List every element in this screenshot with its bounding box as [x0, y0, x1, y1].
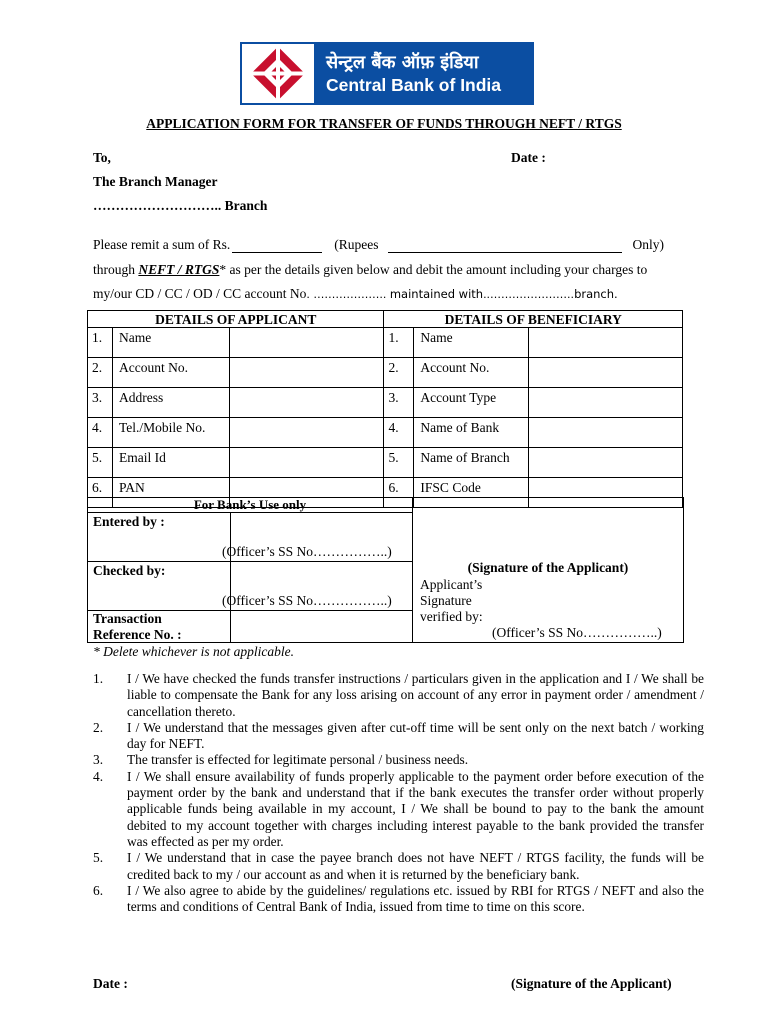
- only-label: Only): [632, 237, 664, 252]
- list-item: 3. The transfer is effected for legitimate personal / business needs.: [93, 752, 469, 768]
- beneficiary-bank-label: Name of Bank: [414, 418, 529, 448]
- footer-date-label: Date :: [93, 976, 128, 991]
- remit-sum-label: Please remit a sum of Rs.: [93, 237, 231, 252]
- bank-name-hindi: सेन्ट्रल बैंक ऑफ़ इंडिया: [326, 52, 479, 73]
- applicant-email-field[interactable]: [229, 448, 384, 478]
- list-item: 2. I / We understand that the messages given after cut-off time will be sent only on the next batch / working day for NEFT.: [93, 719, 704, 752]
- applicant-email-label: Email Id: [112, 448, 229, 478]
- beneficiary-ifsc-label: IFSC Code: [414, 478, 529, 508]
- table-row: 4. Tel./Mobile No. 4. Name of Bank: [88, 418, 683, 448]
- form-title: APPLICATION FORM FOR TRANSFER OF FUNDS THROUGH NEFT / RTGS: [146, 116, 622, 131]
- beneficiary-name-label: Name: [414, 328, 529, 358]
- entered-by-label: Entered by :: [93, 514, 165, 529]
- applicant-address-label: Address: [112, 388, 229, 418]
- footer-signature-label: (Signature of the Applicant): [511, 976, 672, 991]
- addressee: The Branch Manager: [93, 174, 218, 189]
- beneficiary-bank-field[interactable]: [529, 418, 683, 448]
- applicant-pan-label: PAN: [112, 478, 229, 508]
- table-row: 6. PAN 6. IFSC Code: [88, 478, 683, 508]
- signature-label: (Signature of the Applicant): [467, 560, 629, 575]
- beneficiary-account-type-label: Account Type: [414, 388, 529, 418]
- bank-name-english: Central Bank of India: [326, 75, 502, 95]
- table-row: 3. Address 3. Account Type: [88, 388, 683, 418]
- table-row: 2. Account No. 2. Account No.: [88, 358, 683, 388]
- date-label: Date :: [511, 150, 546, 165]
- applicant-account-label: Account No.: [112, 358, 229, 388]
- footnote: * Delete whichever is not applicable.: [93, 644, 294, 659]
- officer-ss-entered: (Officer’s SS No……………..): [222, 544, 392, 559]
- applicant-phone-label: Tel./Mobile No.: [112, 418, 229, 448]
- amount-field[interactable]: [232, 240, 322, 253]
- table-row: 5. Email Id 5. Name of Branch: [88, 448, 683, 478]
- account-no-field[interactable]: . ………………..: [306, 288, 390, 301]
- transaction-label: Transaction: [93, 611, 162, 626]
- beneficiary-heading: DETAILS OF BENEFICIARY: [384, 311, 683, 328]
- list-item: 6. I / We also agree to abide by the guidelines/ regulations etc. issued by RBI for RTGS / NEFT and also the terms and conditions of Central Bank of India, issued from time to time on this score.: [93, 882, 704, 915]
- bank-use-section: For Bank’s Use only Entered by : (Officer’s SS No……………..) Checked by: (Officer’s SS No……………..) Transaction Reference No. : (Signature of the Applicant) Applicant’s Signature verified by: (Officer’s SS No……………..): [87, 497, 684, 643]
- applicant-heading: DETAILS OF APPLICANT: [88, 311, 384, 328]
- applicant-name-label: Name: [112, 328, 229, 358]
- beneficiary-name-field[interactable]: [529, 328, 683, 358]
- remit-line-1: [93, 237, 704, 253]
- beneficiary-branch-label: Name of Branch: [414, 448, 529, 478]
- amount-in-words-field[interactable]: [388, 240, 622, 253]
- reference-no-label: Reference No. :: [93, 627, 182, 642]
- bank-use-heading: For Bank’s Use only: [193, 497, 307, 512]
- details-table: [87, 310, 683, 508]
- beneficiary-account-label: Account No.: [414, 358, 529, 388]
- beneficiary-account-type-field[interactable]: [529, 388, 683, 418]
- checked-by-label: Checked by:: [93, 563, 166, 578]
- officer-ss-checked: (Officer’s SS No……………..): [222, 593, 392, 608]
- applicant-phone-field[interactable]: [229, 418, 384, 448]
- to-label: To,: [93, 150, 111, 165]
- list-item: 5. I / We understand that in case the payee branch does not have NEFT / RTGS facility, the funds will be credited back to my / our account as and when it is returned by the beneficiary bank.: [93, 850, 704, 882]
- officer-ss-verified: (Officer’s SS No……………..): [492, 625, 662, 640]
- applicant-name-field[interactable]: [229, 328, 384, 358]
- bank-emblem-icon: [242, 44, 314, 103]
- table-row: 1. Name 1. Name: [88, 328, 683, 358]
- maintained-with-field[interactable]: ..…………………..: [483, 288, 575, 301]
- remit-line-3: my/our CD / CC / OD / CC account No. ……………….. maintained with..…………………..branch.: [93, 286, 618, 301]
- branch-line: ……………………….. Branch: [93, 198, 268, 213]
- verified-by-label: verified by:: [420, 609, 483, 624]
- rupees-label: (Rupees: [334, 237, 379, 252]
- terms-list: [93, 671, 704, 915]
- list-item: 4. I / We shall ensure availability of funds properly applicable to the payment order before execution of the payment order by the bank and understand that if the bank executes the transfer order without properly applicable funds being available in my account, I / We shall be bound to pay to the bank the amount debited to my account together with charges including interest payable to the bank provided the transfer was effected as per my order.: [93, 768, 704, 849]
- beneficiary-branch-field[interactable]: [529, 448, 683, 478]
- bank-logo: [240, 42, 534, 105]
- applicant-account-field[interactable]: [229, 358, 384, 388]
- beneficiary-account-field[interactable]: [529, 358, 683, 388]
- applicant-address-field[interactable]: [229, 388, 384, 418]
- remit-line-2: through NEFT / RTGS* as per the details given below and debit the amount including your charges to: [93, 262, 648, 277]
- transfer-mode: NEFT / RTGS: [138, 262, 220, 277]
- list-item: 1. I / We have checked the funds transfer instructions / particulars given in the application and I / We shall be liable to compensate the Bank for any loss arising on account of any error in payment order / amendment / cancellation thereto.: [93, 671, 704, 719]
